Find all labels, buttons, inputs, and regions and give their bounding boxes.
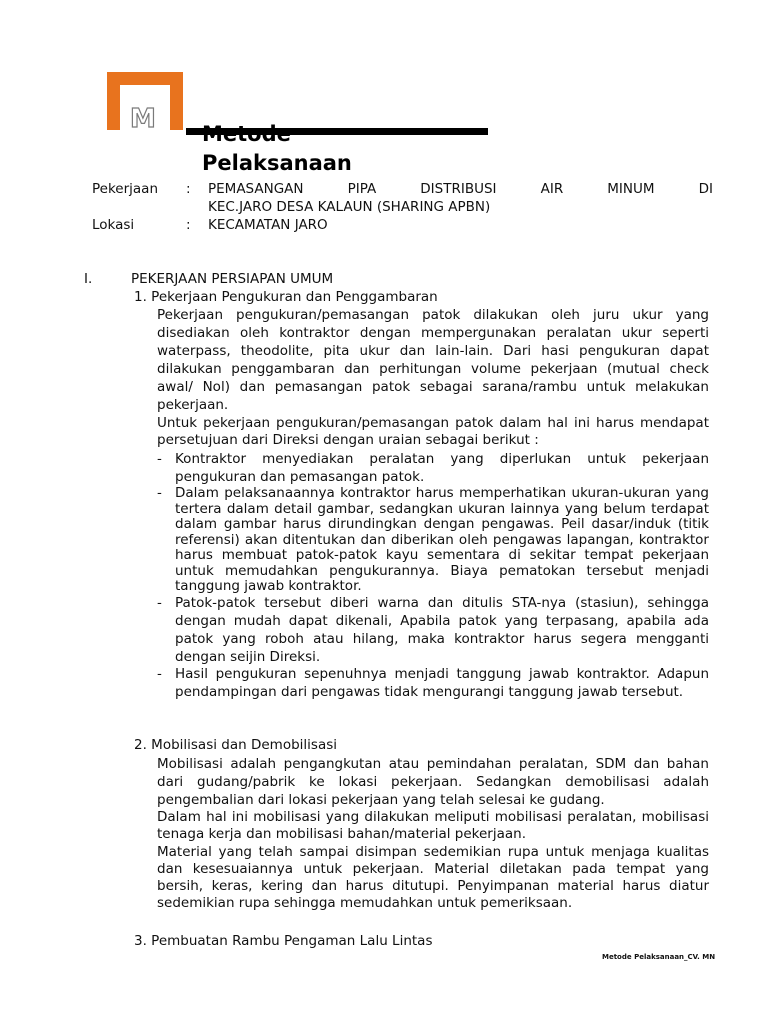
bullet-dash: - — [157, 451, 162, 467]
bullet-text: Patok-patok tersebut diberi warna dan ditulis STA-nya (stasiun), sehingga dengan mudah dapat dikenali, Apabila patok yang terpasang, apabila ada patok yang roboh atau hilang, maka kontraktor harus segera mengganti dengan seijin Direksi. — [175, 595, 709, 665]
logo-letter: M — [130, 104, 155, 134]
bullet-text: Dalam pelaksanaannya kontraktor harus memperhatikan ukuran-ukuran yang tertera dalam detail gambar, sedangkan ukuran lainnya yang belum terdapat dalam gambar harus dirundingkan dengan pengawas. Peil dasar/induk (titik referensi) akan ditentukan dan diberikan oleh pengawas lapangan, kontraktor harus membuat patok-patok kayu sementara di sekitar tempat pekerjaan untuk memudahkan pengukurannya. Biaya pematokan tersebut menjadi tanggung jawab kontraktor. — [175, 485, 709, 594]
section-title: PEKERJAAN PERSIAPAN UMUM — [131, 271, 334, 287]
bullet-dash: - — [157, 485, 162, 501]
sub1-title: 1. Pekerjaan Pengukuran dan Penggambaran — [134, 289, 438, 305]
sub2-paragraph-2: Dalam hal ini mobilisasi yang dilakukan meliputi mobilisasi peralatan, mobilisasi tenaga kerja dan mobilisasi bahan/material pekerjaan. — [157, 809, 709, 842]
bullet-dash: - — [157, 595, 162, 611]
page-footer: Metode Pelaksanaan_CV. MN — [602, 953, 716, 961]
bullet-item — [157, 665, 709, 701]
bullet-item — [157, 594, 709, 666]
lokasi-label: Lokasi — [92, 217, 135, 233]
sub3-title: 3. Pembuatan Rambu Pengaman Lalu Lintas — [134, 933, 433, 949]
pekerjaan-label: Pekerjaan — [92, 181, 159, 197]
sub1-paragraph-1: Pekerjaan pengukuran/pemasangan patok dilakukan oleh juru ukur yang disediakan oleh kontraktor dengan mempergunakan peralatan ukur seperti waterpass, theodolite, pita ukur dan lain-lain. Dari hasi pengukuran dapat dilakukan penggambaran dan perhitungan volume pekerjaan (mutual check awal/ Nol) dan pemasangan patok sebagai sarana/rambu untuk melakukan pekerjaan. — [157, 307, 709, 413]
sub2-title: 2. Mobilisasi dan Demobilisasi — [134, 737, 337, 753]
lokasi-value: KECAMATAN JARO — [208, 217, 328, 233]
section-number: I. — [84, 271, 93, 287]
pekerjaan-value-line-2: KEC.JARO DESA KALAUN (SHARING APBN) — [208, 199, 491, 215]
sub2-paragraph-1: Mobilisasi adalah pengangkutan atau pemindahan peralatan, SDM dan bahan dari gudang/pabrik ke lokasi pekerjaan. Sedangkan demobilisasi adalah pengembalian dari lokasi pekerjaan yang telah selesai ke gudang. — [157, 756, 709, 808]
lokasi-colon: : — [186, 217, 191, 233]
sub1-paragraph-2: Untuk pekerjaan pengukuran/pemasangan patok dalam hal ini harus mendapat persetujuan dari Direksi dengan uraian sebagai berikut : — [157, 415, 709, 448]
bullet-item — [157, 450, 709, 486]
bullet-dash: - — [157, 666, 162, 682]
pekerjaan-value-line-1: PEMASANGAN PIPA DISTRIBUSI AIR MINUM DI — [208, 181, 713, 197]
title-line-2: Pelaksanaan — [202, 151, 352, 175]
bullet-item — [157, 486, 709, 595]
sub2-paragraph-3: Material yang telah sampai disimpan sedemikian rupa untuk menjaga kualitas dan kesesuaiannya untuk pekerjaan. Material diletakan pada tempat yang bersih, keras, kering dan harus ditutupi. Penyimpanan material harus diatur sedemikian rupa sehingga memudahkan untuk pemeriksaan. — [157, 844, 709, 911]
pekerjaan-colon: : — [186, 181, 191, 197]
bullet-text: Kontraktor menyediakan peralatan yang diperlukan untuk pekerjaan pengukuran dan pemasangan patok. — [175, 451, 709, 485]
bullet-text: Hasil pengukuran sepenuhnya menjadi tanggung jawab kontraktor. Adapun pendampingan dari pengawas tidak mengurangi tanggung jawab tersebut. — [175, 666, 709, 700]
title-rule — [186, 128, 488, 135]
